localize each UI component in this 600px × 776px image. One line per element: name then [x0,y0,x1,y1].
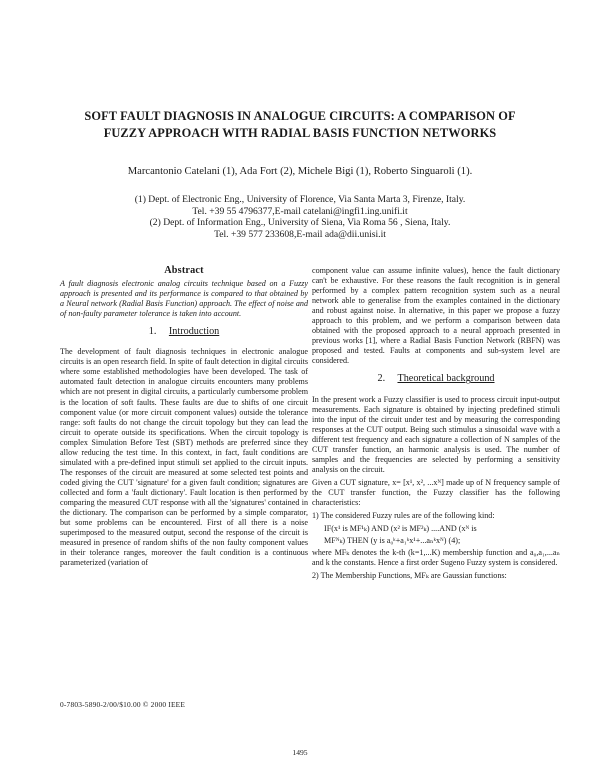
title-line-2: FUZZY APPROACH WITH RADIAL BASIS FUNCTION NETWORKS [103,126,497,140]
affiliation-line: Tel. +39 577 233608,E-mail ada@dii.unisi.it [214,228,386,240]
affiliation-line: Tel. +39 55 4796377,E-mail catelani@ingfi1.ing.unifi.it [192,205,408,217]
affiliation-line: (1) Dept. of Electronic Eng., University of Florence, Via Santa Marta 3, Firenze, Italy. [134,194,466,205]
section-1-title: Introduction [168,326,220,338]
background-paragraph-2: Given a CUT signature, x= [x¹, x², ...xᴺ] made up of N frequency sample of the CUT transfer function, the Fuzzy classifier has the following characteristics: [312,477,560,507]
paper-title [40,108,560,142]
affiliations [90,194,510,240]
background-paragraph-1: In the present work a Fuzzy classifier is used to process circuit input-output measurements. Each signature is obtained by injecting predefined stimuli into the input of the circuit under test and by measuring the corresponding responses at the CUT output. Being such stimulus a sinusoidal wave with a different test frequency and each signature a collection of N samples of the CUT transfer function, an harmonic analysis is used. The number of samples and the frequencies are selected by performing a sensitivity analysis on the circuit. [312,394,560,474]
rule-formula-line-2: MFᴺₖ) THEN (y is a₀ᵏ+a₁ᵏx¹+...aₙᵏxᴺ) (4); [324,536,461,546]
left-column [60,266,308,571]
authors: Marcantonio Catelani (1), Ada Fort (2), Michele Bigi (1), Roberto Singuaroli (1). [127,166,473,177]
membership-function-line: 2) The Membership Functions, MFₖ are Gaussian functions: [312,571,507,581]
section-2-heading [312,374,560,384]
abstract-heading: Abstract [164,265,204,276]
title-line-1: SOFT FAULT DIAGNOSIS IN ANALOGUE CIRCUITS: A COMPARISON OF [84,109,516,123]
affiliation-line: (2) Dept. of Information Eng., University of Siena, Via Roma 56 , Siena, Italy. [149,217,451,229]
section-1-heading [60,327,308,337]
introduction-paragraph: The development of fault diagnosis techniques in electronic analogue circuits is an open research field. In spite of fault detection in digital circuits where some established methodologies have been developed. The task of automated fault detection in analogue circuits encounters many problems which are not present in digital circuits, a particularly cumbersome problem is the location of soft faults. These faults are due to shifts of one circuit component value (or more circuit component values) outside the tolerance range: soft faults do not change the circuit topology but they can lead the circuit to operate outside its specifications. When the circuit topology is complex Simulation Before Test (SBT) methods are preferred since they allow reducing the test time. In this context, in fact, fault conditions are simulated with a pre-defined input stimuli set applied to the circuit inputs. The responses of the circuit are measured at some selected test points and coded giving the CUT 'signature' for a given fault condition; signatures are collected and form a 'fault dictionary'. Fault location is then performed by comparing the measured CUT response with all the 'signatures' contained in the dictionary. The comparison can be performed by a simple comparator, but some problems can be encountered. First of all there is a noise superimposed to the measured output, second the response of the circuit is measured in presence of random shifts of the non faulty component values in their tolerance ranges, moreover the fault condition is a continuous parameterized (variation of [60,347,308,568]
section-2-title: Theoretical background [397,373,495,385]
abstract-text: A fault diagnosis electronic analog circuits technique based on a Fuzzy approach is presented and its performance is compared to that obtained by a Neural network (Radial Basis Function) approach. The effect of noise and of non-faulty parameter tolerance is taken into account. [60,279,308,319]
section-1-number: 1. [148,326,157,338]
rule-explanation: where MFₖ denotes the k-th (k=1,...K) membership function and a₀,a₁,...aₙ and k the constants. Hence a first order Sugeno Fuzzy system is considered. [312,548,560,568]
rule-formula-line-1: IF(x¹ is MF¹ₖ) AND (x² is MF²ₖ) ....AND (xᴺ is [324,524,477,534]
copyright-notice: 0-7803-5890-2/00/$10.00 © 2000 IEEE [60,700,186,709]
section-2-number: 2. [377,373,386,385]
rule-intro: 1) The considered Fuzzy rules are of the following kind: [312,511,495,521]
page-number: 1495 [292,748,308,757]
right-column [312,266,560,584]
intro-continuation-paragraph: component value can assume infinite values), hence the fault dictionary can't be exhaustive. For these reasons the fault recognition is in general performed by a complex pattern recognition system such as a neural network able to generalise from the examples contained in the dictionary and robust against noise. In alternative, in this paper we propose a fuzzy approach to this problem, and we perform a comparison between data obtained with the proposed approach to a neural approach presented in previous works [1], where a Radial Basis Function Network (RBFN) was proposed and tested. Faults at components and sub-system level are considered. [312,266,560,366]
